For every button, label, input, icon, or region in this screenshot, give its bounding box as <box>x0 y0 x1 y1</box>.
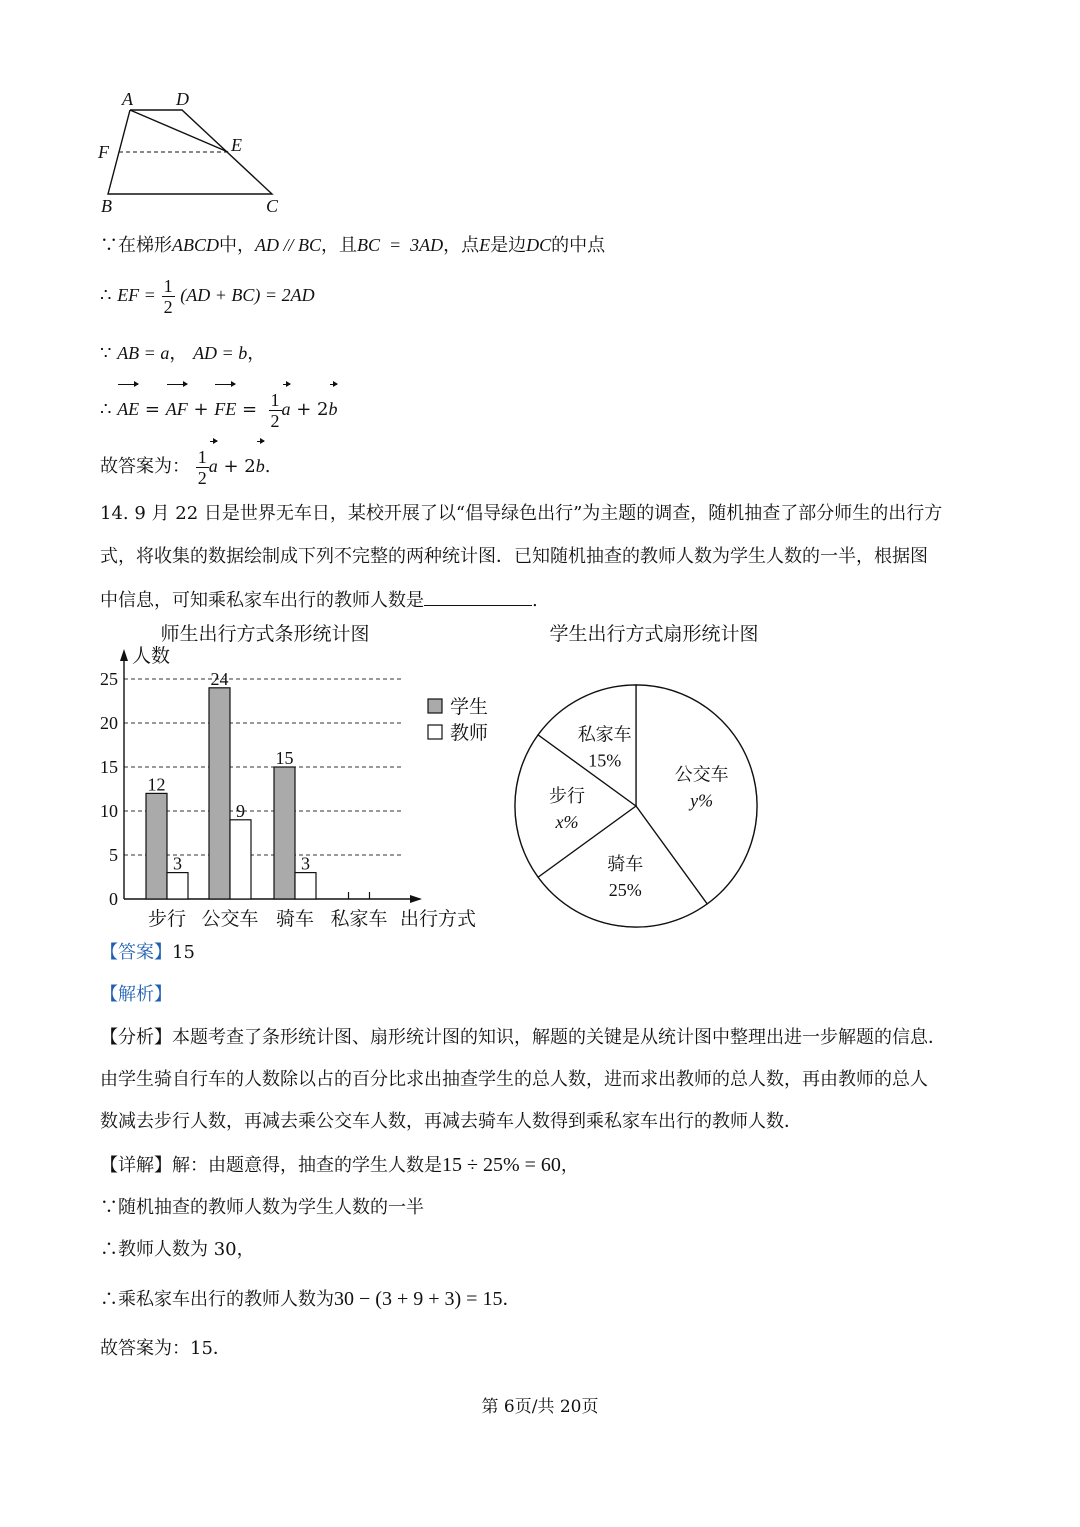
legend-swatch <box>428 725 442 739</box>
page-footer: 第 6页/共 20页 <box>481 1397 599 1417</box>
math: EF = <box>117 285 156 305</box>
math: ABCD <box>172 235 219 255</box>
pie-slice-value: y% <box>690 790 714 811</box>
text: 解：由题意得，抽查的学生人数是 <box>172 1155 442 1176</box>
y-axis-arrow <box>120 649 128 661</box>
detail-line-3: ∴教师人数为 30， <box>100 1239 255 1260</box>
therefore-symbol: ∴ <box>100 285 112 306</box>
detail-line-4 <box>100 1286 520 1313</box>
solution-line-3 <box>100 340 265 367</box>
y-tick-label: 5 <box>109 845 118 865</box>
label-e: E <box>231 135 242 155</box>
pie-slice-label: 骑车 <box>607 854 644 875</box>
label-a: A <box>122 89 133 109</box>
math: 15 ÷ 25% = 60 <box>442 1154 561 1176</box>
text: + <box>187 399 215 420</box>
bar <box>274 767 295 899</box>
fenxi-line-1 <box>100 1025 946 1051</box>
text: = <box>236 399 263 420</box>
pie-slice-label: 步行 <box>549 786 586 806</box>
label-d: D <box>176 89 189 109</box>
solution-line-1 <box>100 232 605 259</box>
y-tick-label: 0 <box>109 889 118 909</box>
label-f: F <box>98 142 109 162</box>
x-tick-label: 公交车 <box>201 909 259 930</box>
bar-value-label: 24 <box>210 668 229 689</box>
text: + 2 <box>290 399 329 420</box>
answer-value: 15 <box>172 942 195 963</box>
pie-chart <box>510 615 770 935</box>
pie-slice-value: x% <box>555 812 579 832</box>
bar-value-label: 3 <box>301 853 310 874</box>
text: . <box>532 590 538 611</box>
math: BC = 3AD <box>357 235 444 255</box>
vector-b: b <box>256 443 265 489</box>
detail-line-1 <box>100 1152 579 1179</box>
fenxi-line-3: 数减去步行人数，再减去乘公交车人数，再减去骑车人数得到乘私家车出行的教师人数． <box>100 1111 802 1132</box>
vector-b: b <box>329 386 338 432</box>
bars <box>146 669 370 899</box>
final-answer: 故答案为：15． <box>100 1338 231 1359</box>
detail-line-2: ∵随机抽查的教师人数为学生人数的一半 <box>100 1197 424 1218</box>
y-axis-label: 人数 <box>132 646 171 667</box>
x-axis-label: 出行方式 <box>400 909 477 930</box>
bar <box>209 688 230 899</box>
text: ，且 <box>321 235 357 256</box>
bar-value-label: 9 <box>236 800 245 821</box>
fenxi-line-2: 由学生骑自行车的人数除以占的百分比求出抽查学生的总人数，进而求出教师的总人数，再由教师的总人 <box>100 1069 928 1090</box>
solution-line-4 <box>100 386 338 433</box>
solution-answer <box>100 443 270 490</box>
bar-chart <box>90 615 510 940</box>
math: (AD + BC) = 2AD <box>180 285 315 305</box>
text: ， <box>247 343 266 364</box>
bar-chart-title: 师生出行方式条形统计图 <box>160 624 370 645</box>
vector-fe: FE <box>214 386 236 432</box>
answer-line <box>100 940 195 966</box>
label-c: C <box>266 196 279 216</box>
bar <box>295 873 316 899</box>
text: 的中点 <box>551 235 606 256</box>
question-14-line-2: 式，将收集的数据绘制成下列不完整的两种统计图．已知随机抽查的教师人数为学生人数的一半，根据图 <box>100 546 928 567</box>
vector-ae: AE <box>117 386 139 432</box>
bar-value-label: 15 <box>275 748 294 768</box>
pie-slice-label: 私家车 <box>577 724 632 745</box>
math: E <box>479 235 491 255</box>
text: . <box>264 456 271 477</box>
trapezoid-figure <box>90 85 300 220</box>
y-tick-label: 25 <box>100 669 118 689</box>
detail-tag: 【详解】 <box>100 1155 172 1176</box>
math: 30 − (3 + 9 + 3) = 15 <box>334 1288 503 1310</box>
vector-eq: AD = b <box>193 343 248 363</box>
because-symbol: ∵ <box>100 343 112 364</box>
vector-eq: AB = a <box>117 343 170 363</box>
legend-swatch <box>428 699 442 713</box>
text: 故答案为： <box>100 456 190 477</box>
bar <box>167 873 188 899</box>
text: 是边 <box>490 235 527 256</box>
therefore-symbol: ∴ <box>100 399 112 420</box>
y-tick-label: 20 <box>100 713 118 733</box>
fenxi-tag: 【分析】 <box>100 1027 172 1048</box>
vector-af: AF <box>166 386 188 432</box>
text: ． <box>502 1289 521 1310</box>
text: 本题考查了条形统计图、扇形统计图的知识，解题的关键是从统计图中整理出进一步解题的信息． <box>172 1027 946 1048</box>
x-tick-label: 骑车 <box>275 909 315 930</box>
x-tick-label: 步行 <box>147 909 187 930</box>
text: 中， <box>219 235 255 256</box>
answer-blank <box>424 587 532 606</box>
fraction: $\frac{1}{2}$ <box>163 275 173 317</box>
math: DC <box>526 235 552 255</box>
solution-line-2 <box>100 272 315 319</box>
text: + 2 <box>217 456 256 477</box>
question-14-line-1: 14. 9 月 22 日是世界无车日，某校开展了以“倡导绿色出行”为主题的调查，随机抽查了部分师生的出行方 <box>100 503 943 524</box>
fraction: $\frac{1}{2}$ <box>197 446 207 488</box>
text: ， <box>560 1155 579 1176</box>
analysis-tag-line <box>100 982 172 1008</box>
bar <box>146 793 167 899</box>
text: ∴乘私家车出行的教师人数为 <box>100 1289 334 1310</box>
vector-a: a <box>209 443 218 489</box>
answer-tag: 【答案】 <box>100 942 172 963</box>
analysis-tag: 【解析】 <box>100 984 172 1005</box>
text: 中信息，可知乘私家车出行的教师人数是 <box>100 590 424 611</box>
label-b: B <box>101 196 112 216</box>
legend-label: 教师 <box>450 723 489 744</box>
x-tick-label: 私家车 <box>330 909 388 930</box>
text: ， <box>169 343 188 364</box>
pie-slice-value: 15% <box>588 750 622 771</box>
question-14-line-3 <box>100 587 538 614</box>
x-axis-arrow <box>410 895 422 903</box>
math: AD // BC <box>255 235 321 255</box>
bar <box>230 820 251 899</box>
text: ∵在梯形 <box>100 235 172 256</box>
bar-value-label: 12 <box>147 774 166 795</box>
text: ，点 <box>443 235 480 256</box>
y-tick-label: 10 <box>100 801 118 821</box>
fraction: $\frac{1}{2}$ <box>270 389 280 431</box>
legend <box>428 696 488 744</box>
vector-a: a <box>282 386 291 432</box>
pie-chart-title: 学生出行方式扇形统计图 <box>549 624 759 645</box>
y-tick-label: 15 <box>100 757 118 777</box>
text: = <box>139 399 166 420</box>
pie-slice-label: 公交车 <box>674 764 729 785</box>
pie-slice-value: 25% <box>608 880 642 901</box>
legend-label: 学生 <box>450 697 489 718</box>
bar-value-label: 3 <box>173 853 182 874</box>
